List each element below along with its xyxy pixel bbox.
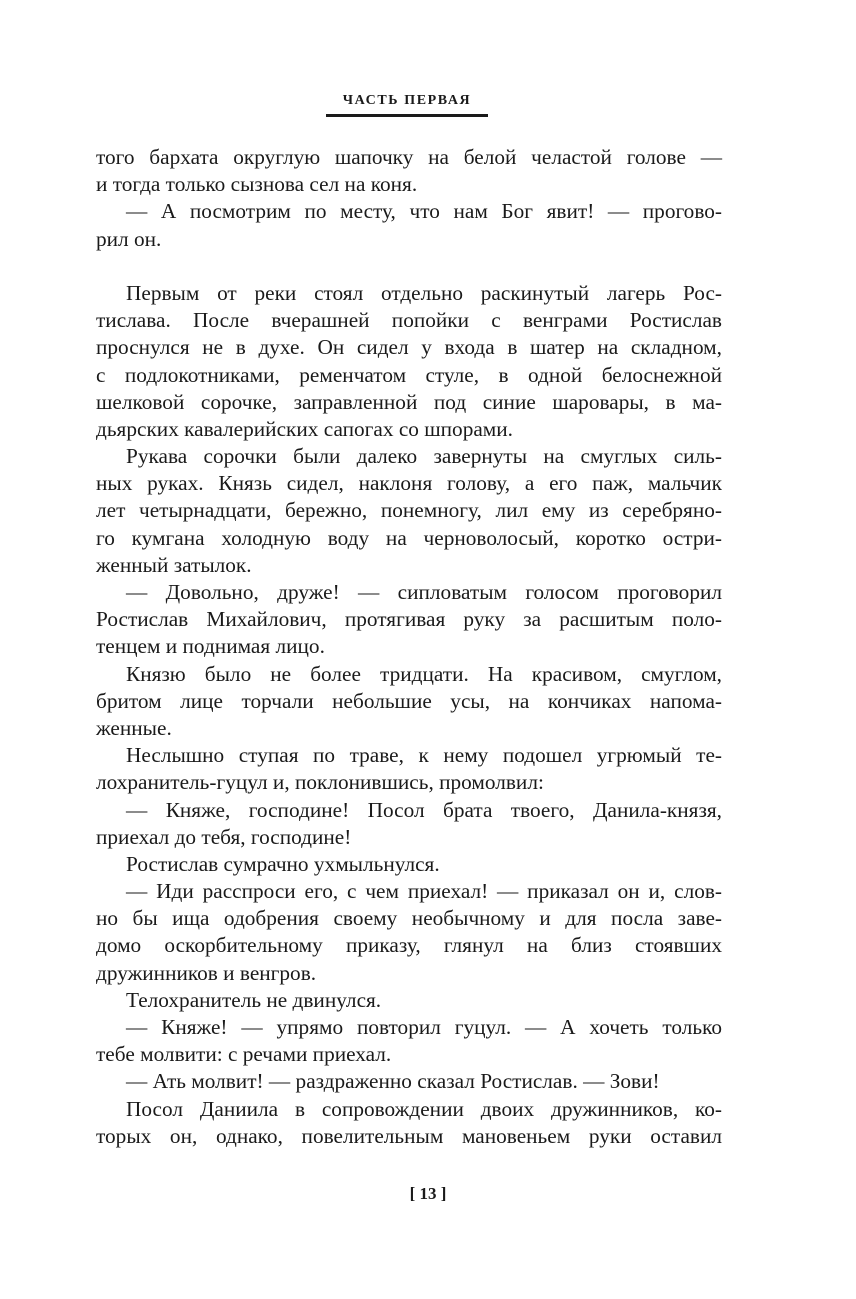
text-line: женный затылок.	[96, 552, 252, 577]
text-line: проснулся не в духе. Он сидел у входа в шатер на складном,	[96, 335, 722, 360]
text-line: ных руках. Князь сидел, наклоня голову, а его паж, мальчик	[96, 471, 722, 496]
text-line: того бархата округлую шапочку на белой челастой голове —	[96, 145, 722, 169]
text-line: — Иди расспроси его, с чем приехал! — приказал он и, слов-	[126, 879, 722, 904]
text-line: — Довольно, друже! — сипловатым голосом проговорил	[126, 580, 722, 604]
running-head: ЧАСТЬ ПЕРВАЯ	[342, 93, 472, 108]
text-line: и тогда только сызнова сел на коня.	[96, 172, 418, 197]
page-number: [ 13 ]	[409, 1184, 447, 1203]
text-line: Князю было не более тридцати. На красивом, смуглом,	[126, 661, 722, 686]
text-line: Рукава сорочки были далеко завернуты на смуглых силь-	[126, 444, 722, 469]
text-line: с подлокотниками, ременчатом стуле, в одной белоснежной	[96, 362, 722, 387]
text-line: тебе молвити: с речами приехал.	[96, 1042, 392, 1067]
text-line: лохранитель-гуцул и, поклонившись, промолвил:	[96, 770, 544, 795]
section-break	[96, 253, 722, 280]
text-line: тислава. После вчерашней попойки с венграми Ростислав	[96, 308, 722, 333]
text-line: торых он, однако, повелительным мановеньем руки оставил	[96, 1123, 722, 1148]
running-head-rule	[326, 114, 488, 117]
text-line: домо оскорбительному приказу, глянул на близ стоявших	[96, 933, 722, 958]
text-line: Телохранитель не двинулся.	[126, 987, 382, 1012]
text-line: — Княже, господине! Посол брата твоего, Данила-князя,	[126, 797, 722, 822]
text-line: бритом лице торчали небольшие усы, на кончиках напома-	[96, 688, 722, 713]
text-line: Посол Даниила в сопровождении двоих дружинников, ко-	[126, 1096, 722, 1121]
text-line: дьярских кавалерийских сапогах со шпорами.	[96, 416, 514, 441]
text-line: — А посмотрим по месту, что нам Бог явит! — прогово-	[126, 199, 722, 224]
text-line: Ростислав сумрачно ухмыльнулся.	[126, 851, 440, 876]
text-line: приехал до тебя, господине!	[96, 824, 352, 849]
text-line: Ростислав Михайлович, протягивая руку за расшитым поло-	[96, 607, 722, 632]
text-line: женные.	[96, 715, 172, 740]
text-line: Неслышно ступая по траве, к нему подошел угрюмый те-	[126, 743, 722, 768]
text-line: дружинников и венгров.	[96, 960, 317, 985]
text-line: — Княже! — упрямо повторил гуцул. — А хочеть только	[126, 1015, 722, 1039]
text-line: го кумгана холодную воду на черноволосый, коротко остри-	[96, 525, 722, 550]
text-line: рил он.	[96, 226, 162, 251]
text-line: — Ать молвит! — раздраженно сказал Ростислав. — Зови!	[126, 1069, 660, 1094]
text-line: Первым от реки стоял отдельно раскинутый лагерь Рос-	[126, 280, 722, 305]
text-line: лет четырнадцати, бережно, понемногу, лил ему из серебряно-	[96, 498, 722, 523]
body-text	[96, 144, 722, 1150]
text-line: но бы ища одобрения своему необычному и для посла заве-	[96, 906, 722, 931]
text-line: шелковой сорочке, заправленной под синие шаровары, в ма-	[96, 389, 722, 414]
text-line: тенцем и поднимая лицо.	[96, 634, 325, 659]
